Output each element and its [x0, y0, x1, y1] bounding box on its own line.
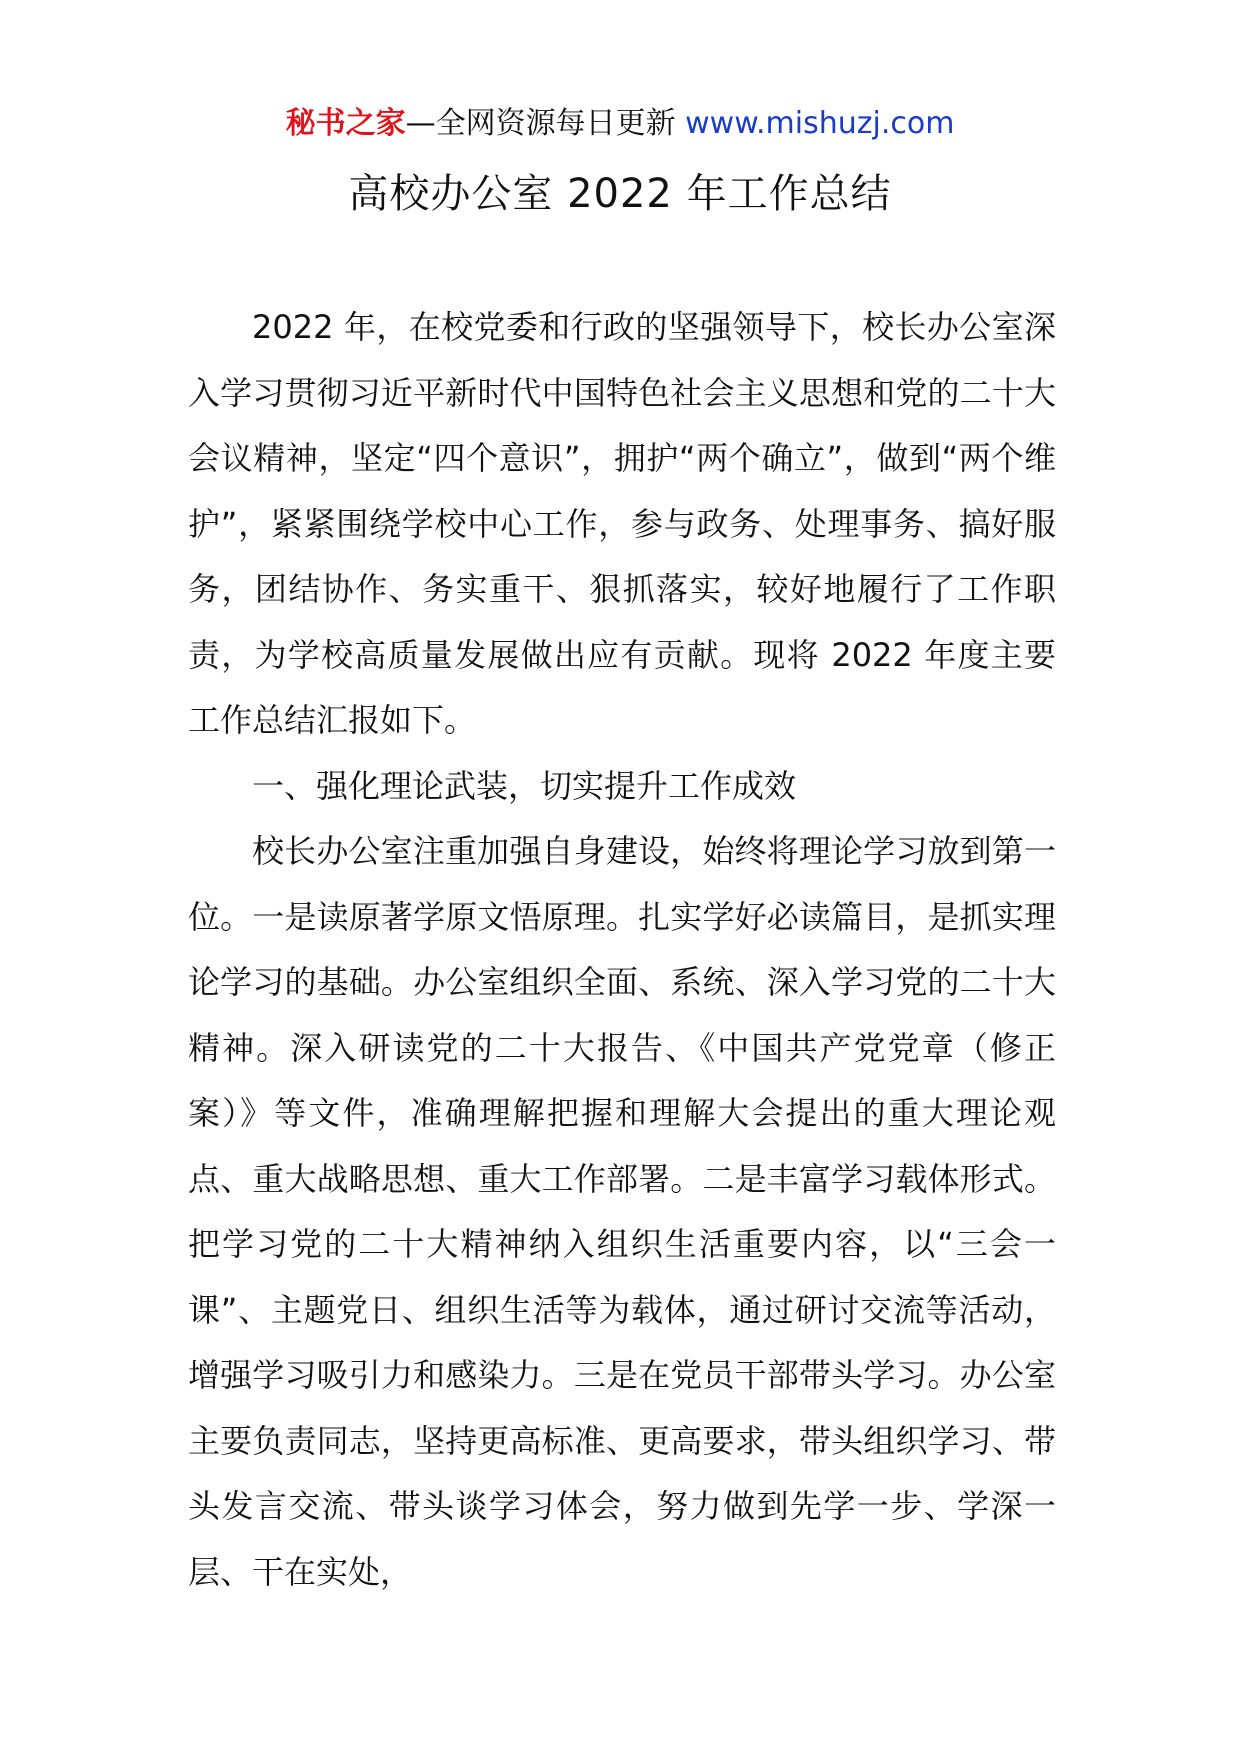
section-heading-1: 一、强化理论武装，切实提升工作成效 — [252, 766, 797, 805]
paragraph-section-1: 校长办公室注重加强自身建设，始终将理论学习放到第一位。一是读原著学原文悟原理。扎实学好必读篇目，是抓实理论学习的基础。办公室组织全面、系统、深入学习党的二十大精神。深入研读党的二十大报告、《中国共产党党章（修正案）》等文件，准确理解把握和理解大会提出的重大理论观点、重大战略思想、重大工作部署。二是丰富学习载体形式。把学习党的二十大精神纳入组织生活重要内容，以“三会一课”、主题党日、组织生活等为载体，通过研讨交流等活动，增强学习吸引力和感染力。三是在党员干部带头学习。办公室主要负责同志，坚持更高标准、更高要求，带头组织学习、带头发言交流、带头谈学习体会，努力做到先学一步、学深一层、干在实处， — [188, 832, 1056, 1591]
banner-tagline: —全网资源每日更新 — [405, 106, 686, 141]
paragraph-intro: 2022 年，在校党委和行政的坚强领导下，校长办公室深入学习贯彻习近平新时代中国特色社会主义思想和党的二十大会议精神，坚定“四个意识”，拥护“两个确立”，做到“两个维护”，紧紧围绕学校中心工作，参与政务、处理事务、搞好服务，团结协作、务实重干、狠抓落实，较好地履行了工作职责，为学校高质量发展做出应有贡献。现将 2022 年度主要工作总结汇报如下。 — [188, 308, 1056, 739]
document-title: 高校办公室 2022 年工作总结 — [348, 171, 892, 217]
document-body — [188, 295, 1056, 1605]
banner-url: www.mishuzj.com — [685, 106, 955, 141]
watermark-banner — [0, 102, 1240, 146]
banner-brand: 秘书之家 — [285, 106, 406, 141]
